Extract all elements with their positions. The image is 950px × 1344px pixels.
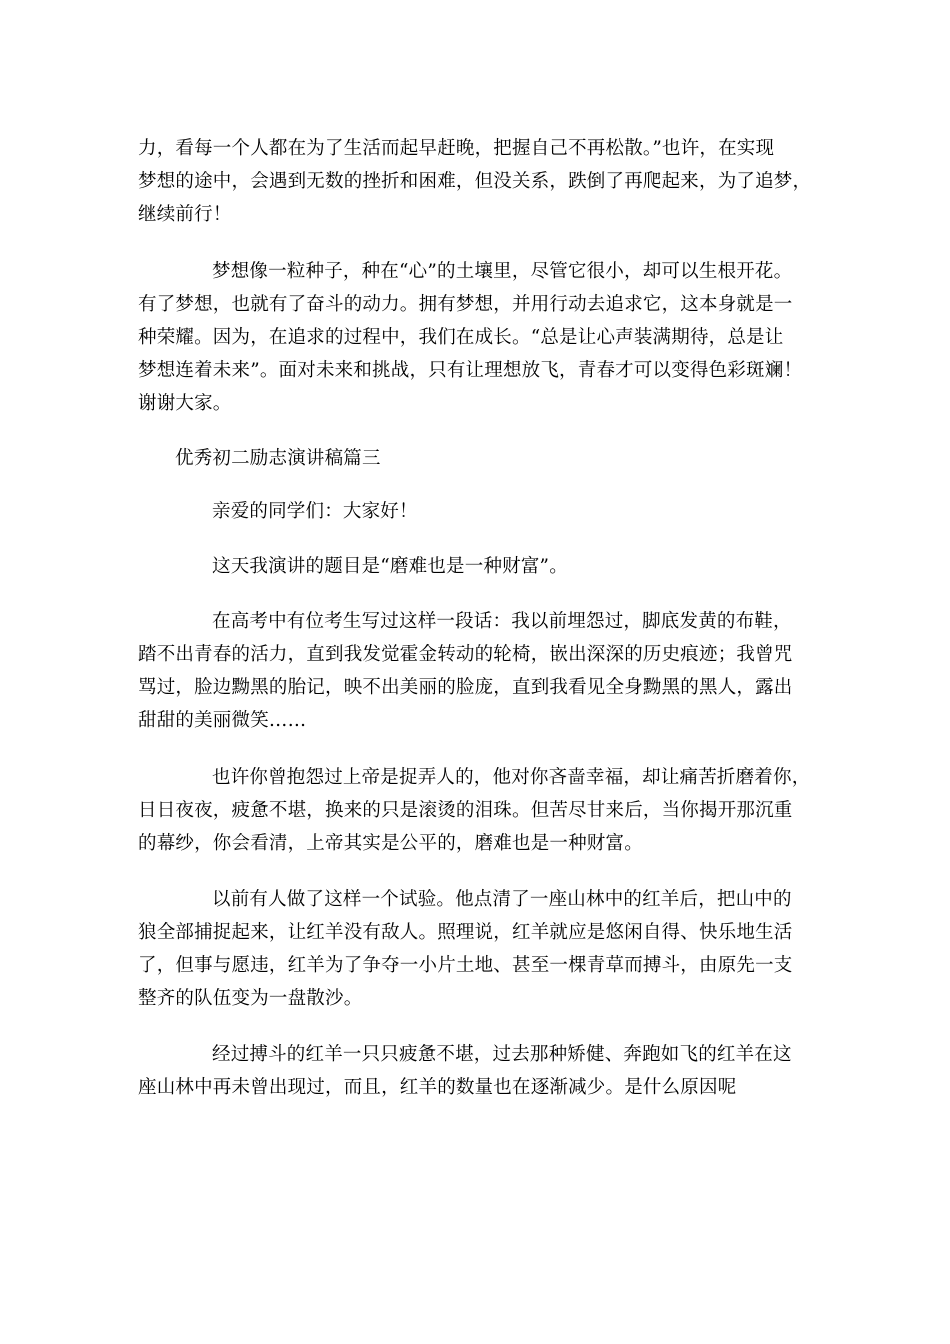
text-line: 骂过，脸边黝黑的胎记，映不出美丽的脸庞，直到我看见全身黝黑的黑人，露出	[138, 677, 793, 698]
text-line: 踏不出青春的活力，直到我发觉霍金转动的轮椅，嵌出深深的历史痕迹；我曾咒	[138, 644, 793, 665]
text-line: 日日夜夜，疲惫不堪，换来的只是滚烫的泪珠。但苦尽甘来后，当你揭开那沉重	[138, 800, 793, 821]
text-line: 狼全部捕捉起来，让红羊没有敌人。照理说，红羊就应是悠闲自得、快乐地生活	[138, 922, 793, 943]
text-line: 亲爱的同学们：大家好！	[212, 501, 418, 522]
text-line: 经过搏斗的红羊一只只疲惫不堪，过去那种矫健、奔跑如飞的红羊在这	[212, 1044, 792, 1065]
text-line: 梦想的途中，会遇到无数的挫折和困难，但没关系，跌倒了再爬起来，为了追梦，	[138, 171, 812, 192]
text-line: 种荣耀。因为，在追求的过程中，我们在成长。“总是让心声装满期待，总是让	[138, 327, 784, 348]
text-line: 继续前行！	[138, 204, 232, 225]
text-line: 以前有人做了这样一个试验。他点清了一座山林中的红羊后，把山中的	[212, 889, 792, 910]
text-line: 也许你曾抱怨过上帝是捉弄人的，他对你吝啬幸福，却让痛苦折磨着你，	[212, 767, 811, 788]
text-line: 了，但事与愿违，红羊为了争夺一小片土地、甚至一棵青草而搏斗，由原先一支	[138, 955, 793, 976]
text-line: 的幕纱，你会看清，上帝其实是公平的，磨难也是一种财富。	[138, 833, 643, 854]
text-line: 整齐的队伍变为一盘散沙。	[138, 988, 363, 1009]
text-line: 这天我演讲的题目是“磨难也是一种财富”。	[212, 556, 568, 577]
text-line: 梦想像一粒种子，种在“心”的土壤里，尽管它很小，却可以生根开花。	[212, 261, 793, 282]
text-line: 谢谢大家。	[138, 393, 232, 414]
text-line: 座山林中再未曾出现过，而且，红羊的数量也在逐渐减少。是什么原因呢	[138, 1077, 737, 1098]
text-line: 梦想连着未来”。面对未来和挑战，只有让理想放飞，青春才可以变得色彩斑斓！	[138, 360, 803, 381]
text-line: 甜甜的美丽微笑……	[138, 710, 307, 731]
text-line: 力，看每一个人都在为了生活而起早赶晚，把握自己不再松散。”也许，在实现	[138, 138, 775, 159]
text-line: 有了梦想，也就有了奋斗的动力。拥有梦想，并用行动去追求它，这本身就是一	[138, 294, 793, 315]
text-line: 在高考中有位考生写过这样一段话：我以前埋怨过，脚底发黄的布鞋，	[212, 611, 792, 632]
section-heading: 优秀初二励志演讲稿篇三	[175, 448, 381, 469]
